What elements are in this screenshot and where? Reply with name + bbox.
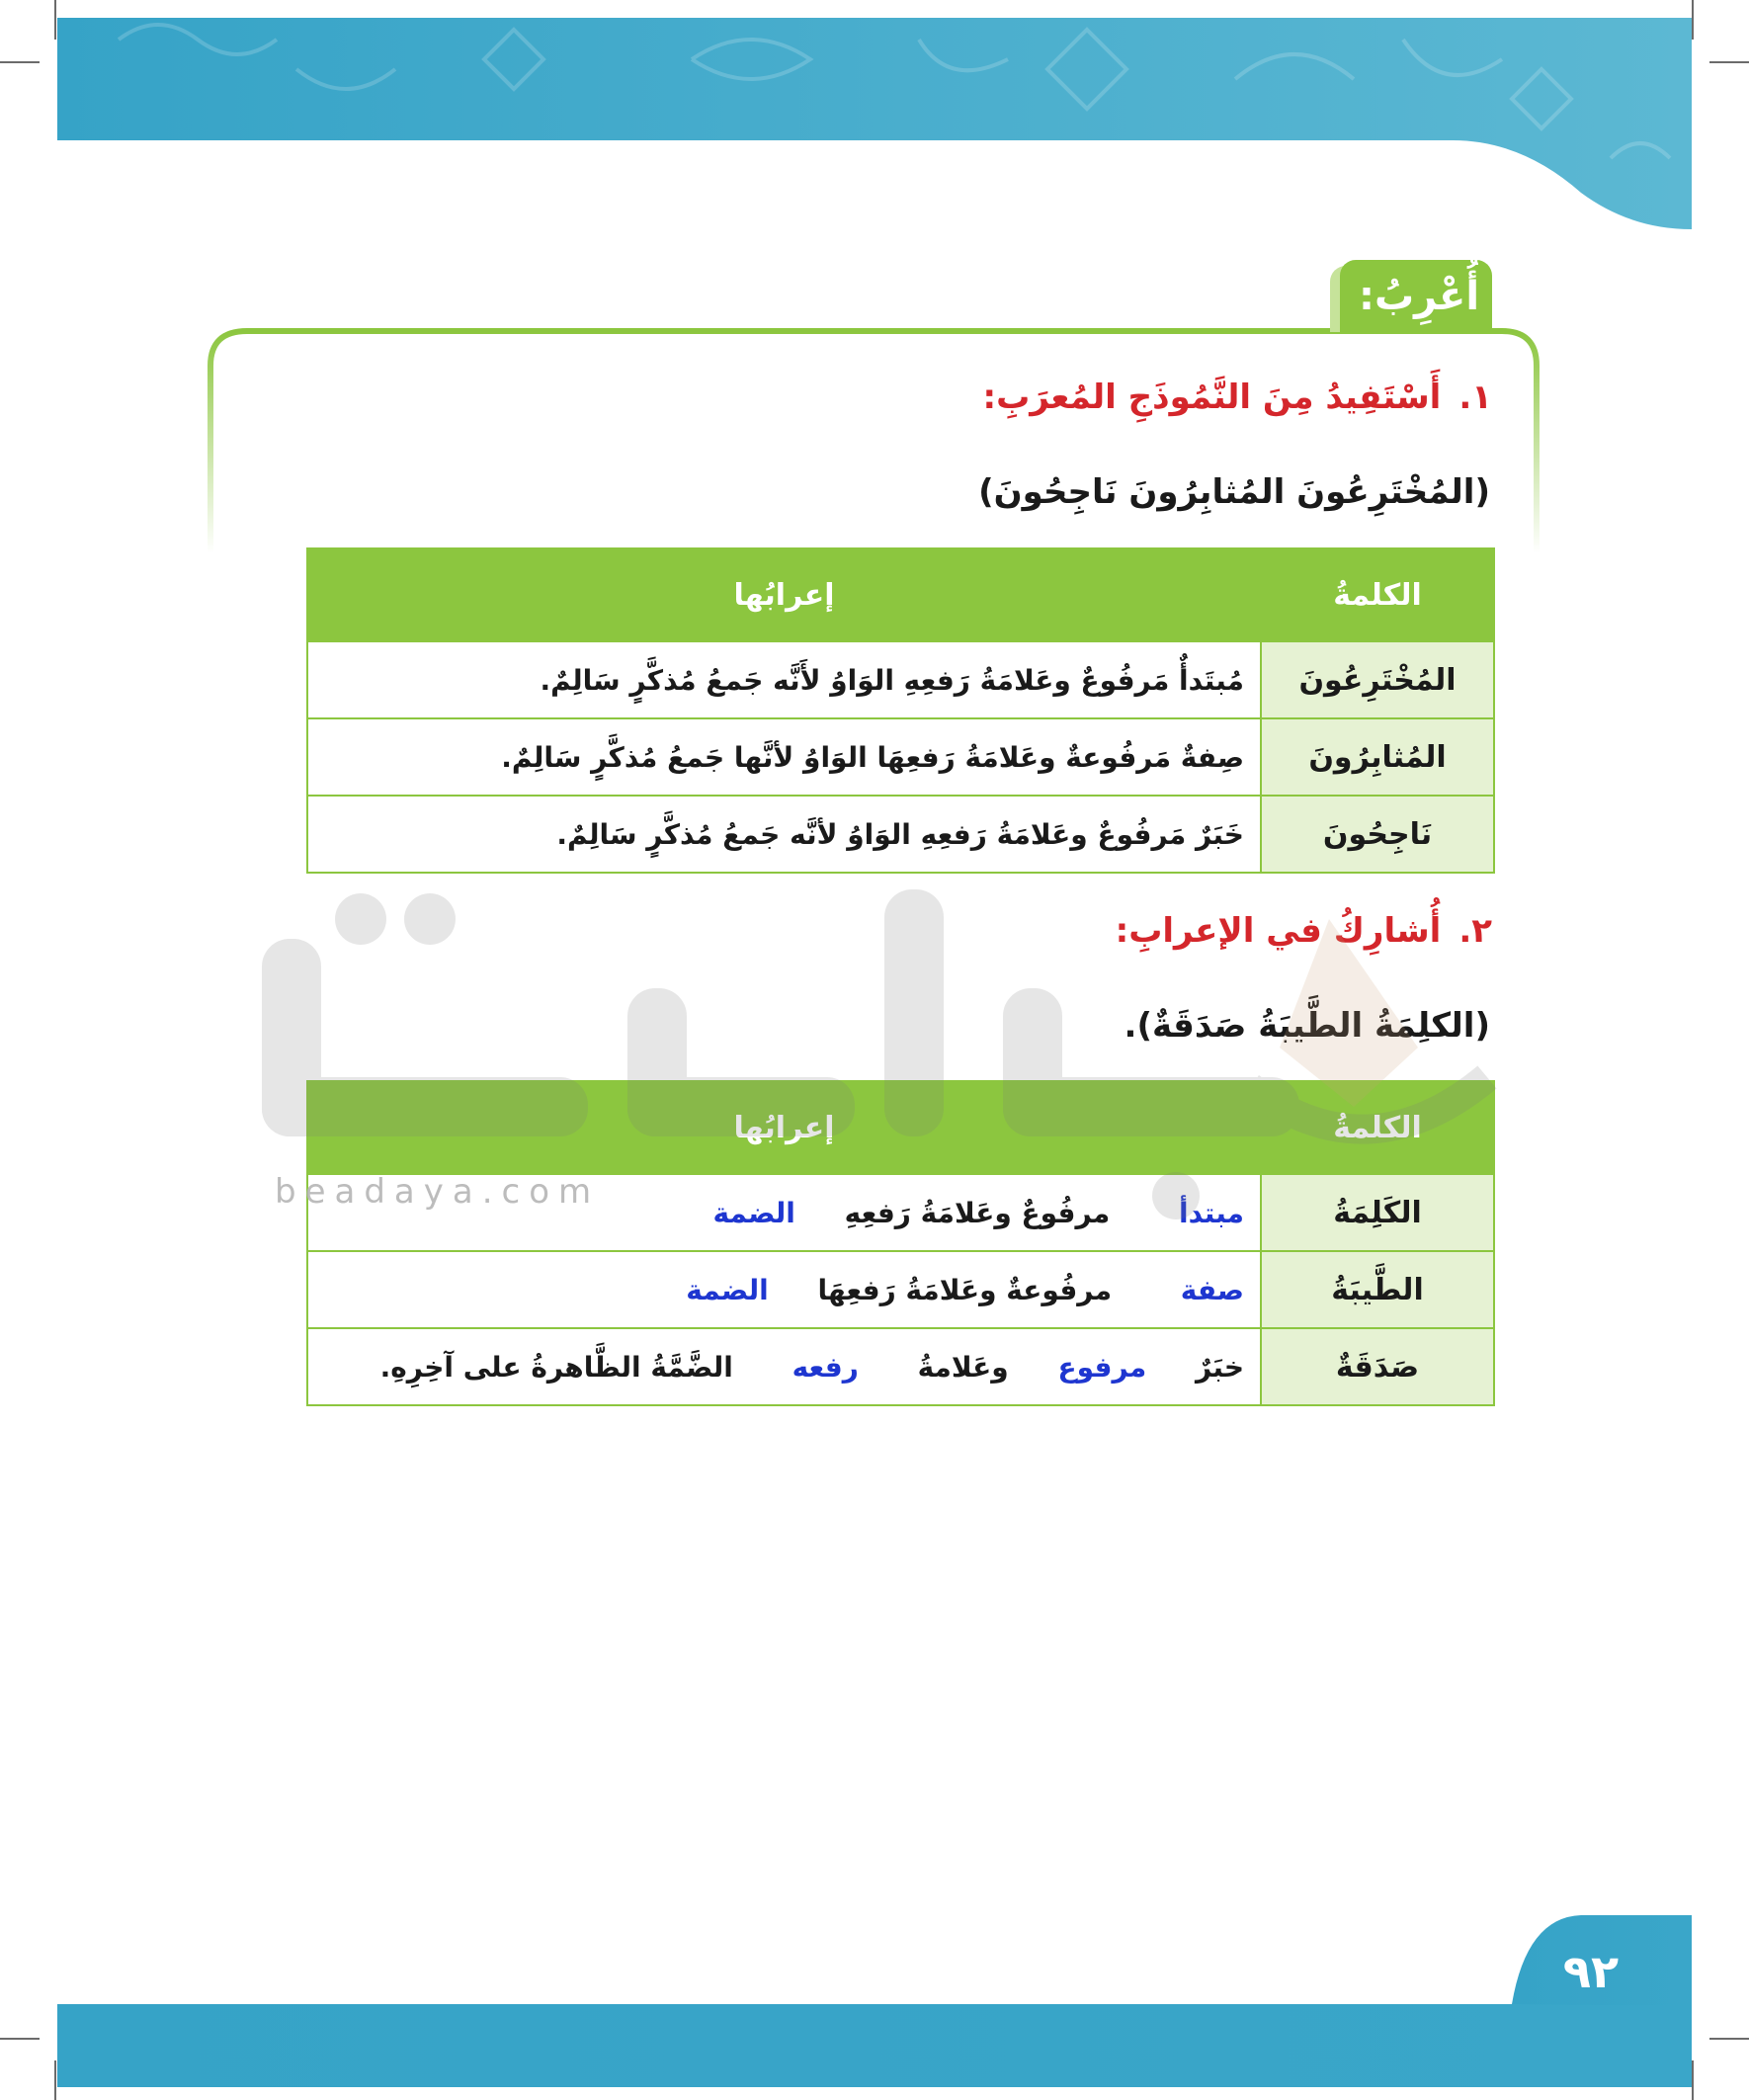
part1-heading-text: أَسْتَفِيدُ مِنَ النَّمُوذَجِ المُعرَبِ: [982, 378, 1442, 417]
part1-number: ١. [1458, 378, 1492, 417]
irab-cell: خَبَرٌ مَرفُوعٌ وعَلامَةُ رَفعِهِ الوَاوُ لأنَّه جَمعُ مُذكَّرٍ سَالِمٌ. [307, 796, 1261, 873]
table-header-row [307, 548, 1494, 641]
header-irab: إعرابُها [307, 548, 1261, 641]
part2-number: ٢. [1458, 911, 1492, 951]
irab-text: خبَرٌ [1195, 1350, 1244, 1384]
word-cell: نَاجِحُونَ [1261, 796, 1494, 873]
word-cell: الطَّيبَةُ [1261, 1251, 1494, 1328]
answer-damma: الضمة [712, 1196, 795, 1229]
table-row [307, 641, 1494, 718]
irab-cell [307, 1251, 1261, 1328]
answer-rafih: رفعه [791, 1350, 859, 1384]
part2-table [306, 1080, 1495, 1406]
header-band [0, 0, 1749, 242]
header-word: الكلمةُ [1261, 548, 1494, 641]
part2-heading-text: أُشارِكُ في الإعرابِ: [1115, 911, 1442, 951]
header-word: الكلمةُ [1261, 1081, 1494, 1174]
header-irab: إعرابُها [307, 1081, 1261, 1174]
irab-text: مرفُوعةٌ وعَلامَةُ رَفعِهَا [817, 1273, 1113, 1306]
irab-cell [307, 1328, 1261, 1405]
table-header-row [307, 1081, 1494, 1174]
table-row [307, 1328, 1494, 1405]
word-cell: المُثابِرُونَ [1261, 718, 1494, 796]
part2-sentence: (الكلِمَةُ الطَّيبَةُ صَدَقَةٌ). [1124, 1006, 1490, 1046]
word-cell: الكَلِمَةُ [1261, 1174, 1494, 1251]
part1-heading [983, 378, 1493, 417]
part1-table [306, 547, 1495, 874]
answer-marfu: مرفوع [1057, 1350, 1147, 1384]
watermark-url: beadaya.com [275, 1172, 601, 1212]
section-tab [1330, 260, 1492, 332]
table-row [307, 718, 1494, 796]
part1-sentence: (المُخْتَرِعُونَ المُثابِرُونَ نَاجِحُونَ) [978, 472, 1490, 512]
answer-damma: الضمة [686, 1273, 769, 1306]
page-number: ٩٢ [1562, 1945, 1620, 1998]
irab-cell: صِفةٌ مَرفُوعةٌ وعَلامَةُ رَفعِهَا الوَاوُ لأنَّها جَمعُ مُذكَّرٍ سَالِمٌ. [307, 718, 1261, 796]
irab-text: الضَّمَّةُ الظَّاهرةُ على آخِرِهِ. [379, 1350, 733, 1384]
irab-cell: مُبتَدأٌ مَرفُوعٌ وعَلامَةُ رَفعِهِ الوَاوُ لأَنَّه جَمعُ مُذكَّرٍ سَالِمٌ. [307, 641, 1261, 718]
section-tab-label: أُعْرِبُ: [1358, 273, 1480, 319]
word-cell: المُخْتَرِعُونَ [1261, 641, 1494, 718]
part2-heading [1116, 911, 1492, 951]
answer-mubtada: مبتدأ [1179, 1196, 1244, 1229]
irab-text: وعَلامةُ [917, 1350, 1009, 1384]
answer-sifa: صفة [1180, 1273, 1244, 1306]
table-row [307, 1251, 1494, 1328]
table-row [307, 796, 1494, 873]
word-cell: صَدَقَةٌ [1261, 1328, 1494, 1405]
section-frame [208, 326, 1541, 583]
footer-band [0, 1907, 1749, 2100]
irab-text: مرفُوعٌ وعَلامَةُ رَفعِهِ [844, 1196, 1111, 1229]
